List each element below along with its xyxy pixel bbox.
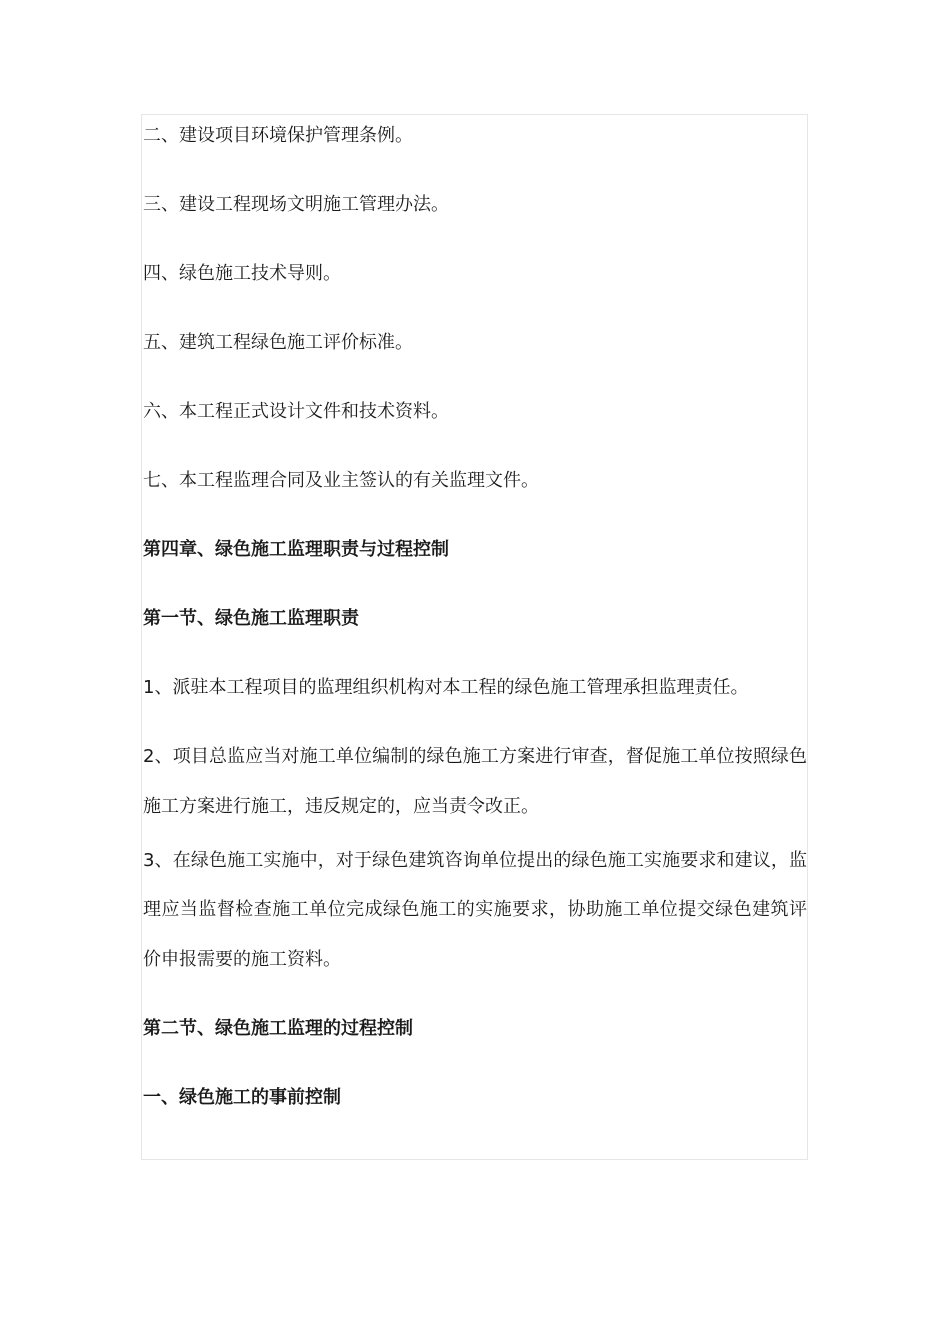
paragraph-regulation-6: 六、本工程正式设计文件和技术资料。 (143, 401, 449, 422)
section-heading-2: 第二节、绿色施工监理的过程控制 (143, 1017, 413, 1039)
chapter-heading: 第四章、绿色施工监理职责与过程控制 (143, 539, 449, 560)
subsection-heading-1: 一、绿色施工的事前控制 (143, 1086, 341, 1108)
section-heading-1: 第一节、绿色施工监理职责 (143, 608, 359, 629)
paragraph-duty-3: 3、在绿色施工实施中，对于绿色建筑咨询单位提出的绿色施工实施要求和建议，监理应当监督检查施工单位完成绿色施工的实施要求，协助施工单位提交绿色建筑评价申报需要的施工资料。 (143, 849, 807, 970)
paragraph-regulation-2: 二、建设项目环境保护管理条例。 (143, 125, 413, 146)
paragraph-duty-2: 2、项目总监应当对施工单位编制的绿色施工方案进行审查，督促施工单位按照绿色施工方案进行施工，违反规定的，应当责令改正。 (143, 746, 807, 817)
paragraph-duty-1: 1、派驻本工程项目的监理组织机构对本工程的绿色施工管理承担监理责任。 (143, 677, 749, 698)
paragraph-regulation-5: 五、建筑工程绿色施工评价标准。 (143, 332, 413, 353)
document-body (143, 116, 807, 1115)
paragraph-regulation-7: 七、本工程监理合同及业主签认的有关监理文件。 (143, 470, 539, 491)
paragraph-regulation-3: 三、建设工程现场文明施工管理办法。 (143, 194, 449, 215)
paragraph-regulation-4: 四、绿色施工技术导则。 (143, 263, 341, 284)
